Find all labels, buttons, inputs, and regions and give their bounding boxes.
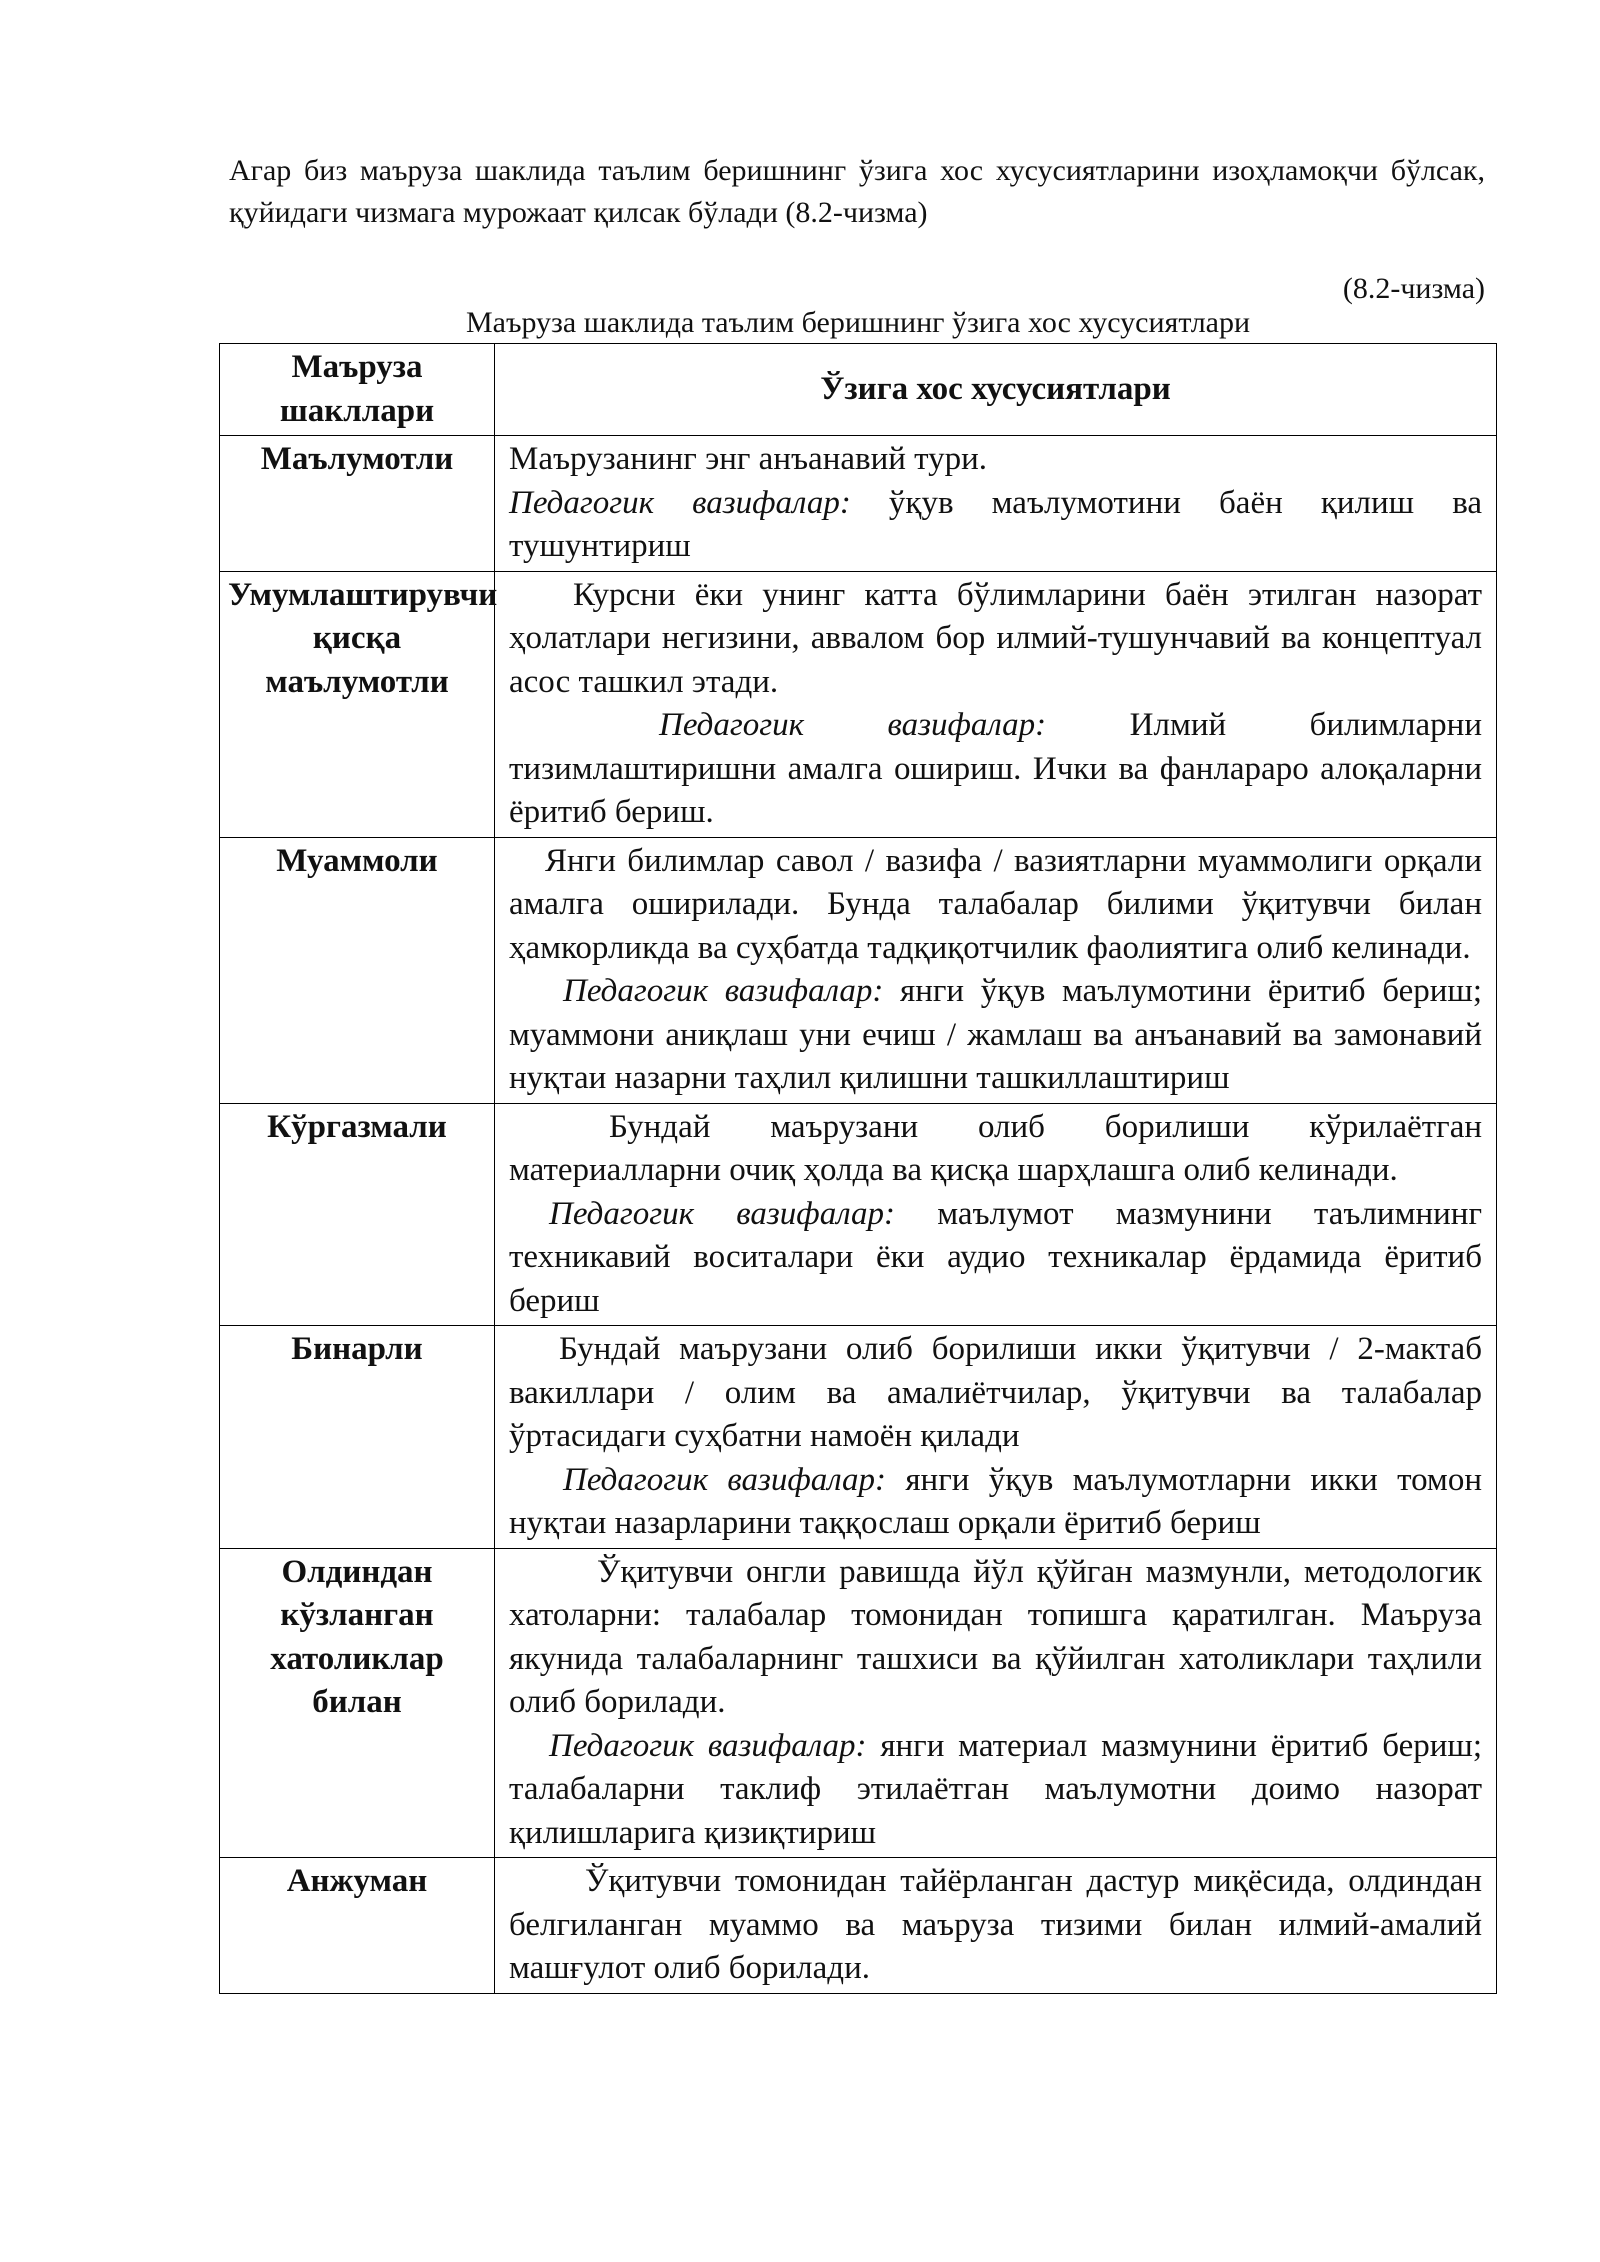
row-form-name: Муаммоли xyxy=(220,837,495,1103)
header-lecture-forms: Маъруза шакллари xyxy=(220,344,495,436)
table-caption: Маъруза шаклида таълим беришнинг ўзига хос хусусиятлари xyxy=(465,306,1251,339)
table-row xyxy=(220,571,1497,837)
row-pedagogical xyxy=(509,1725,1482,1856)
row-description xyxy=(495,837,1497,1103)
row-pedagogical xyxy=(509,1459,1482,1546)
row-description xyxy=(495,1548,1497,1858)
row-text: Бундай маърузани олиб борилиши кўрилаётган материалларни очиқ ҳолда ва қисқа шарҳлашга олиб келинади. xyxy=(509,1108,1482,1188)
header-features: Ўзига хос хусусиятлари xyxy=(495,344,1497,436)
pedagogical-text: янги ўқув маълумотини ёритиб бериш; муаммони аниқлаш уни ечиш / жамлаш ва анъанавий ва замонавий нуқтаи назарни таҳлил қилишни ташкиллаштириш xyxy=(509,973,1482,1096)
row-form-name: Бинарли xyxy=(220,1326,495,1549)
table-row xyxy=(220,1326,1497,1549)
row-text: Маърузанинг энг анъанавий тури. xyxy=(509,441,988,477)
pedagogical-label: Педагогик вазифалар: xyxy=(549,1727,867,1764)
row-description xyxy=(495,1103,1497,1326)
pedagogical-text: Илмий билимларни тизимлаштиришни амалга ошириш. Ички ва фанлараро алоқаларни ёритиб бериш. xyxy=(509,707,1482,830)
row-text: Ўқитувчи онгли равишда йўл қўйган мазмунли, методологик хатоларни: талабалар томонидан топишга қаратилган. Маъруза якунида талабаларнинг ташхиси ва қўйилган хатоликлари таҳлили олиб борилади. xyxy=(509,1553,1482,1720)
row-pedagogical xyxy=(509,970,1482,1101)
pedagogical-label: Педагогик вазифалар: xyxy=(549,1195,895,1232)
row-text: Бундай маърузани олиб борилиши икки ўқитувчи / 2-мактаб вакиллари / олим ва амалиётчилар, ўқитувчи ва талабалар ўртасидаги суҳбатни намоён қилади xyxy=(509,1331,1482,1454)
row-text: Курсни ёки унинг катта бўлимларини баён этилган назорат ҳолатлари негизини, аввалом бор илмий-тушунчавий ва концептуал асос ташкил этади. xyxy=(509,576,1482,700)
row-text: Ўқитувчи томонидан тайёрланган дастур миқёсида, олдиндан белгиланган муаммо ва маъруза тизими билан илмий-амалий машғулот олиб борилади. xyxy=(509,1863,1482,1986)
table-header-row xyxy=(220,344,1497,436)
table-row xyxy=(220,1103,1497,1326)
pedagogical-label: Педагогик вазифалар: xyxy=(509,484,851,521)
row-pedagogical xyxy=(509,1193,1482,1324)
row-pedagogical xyxy=(509,704,1482,835)
pedagogical-label: Педагогик вазифалар: xyxy=(563,973,884,1009)
row-form-name: Кўргазмали xyxy=(220,1103,495,1326)
table-row xyxy=(220,1858,1497,1994)
row-description xyxy=(495,436,1497,572)
pedagogical-text: янги материал мазмунини ёритиб бериш; талабаларни таклиф этилаётган маълумотни доимо назорат қилишларига қизиқтириш xyxy=(509,1727,1482,1851)
intro-paragraph: Агар биз маъруза шаклида таълим беришнинг ўзига хос хусусиятларини изоҳламоқчи бўлсак, қуйидаги чизмага мурожаат қилсак бўлади (8.2-чизма) xyxy=(229,154,1485,229)
pedagogical-label: Педагогик вазифалар: xyxy=(659,707,1047,743)
row-form-name: Анжуман xyxy=(220,1858,495,1994)
figure-reference: (8.2-чизма) xyxy=(1342,272,1485,305)
pedagogical-label: Педагогик вазифалар: xyxy=(563,1461,887,1498)
row-description xyxy=(495,571,1497,837)
table-row xyxy=(220,1548,1497,1858)
row-description xyxy=(495,1326,1497,1549)
pedagogical-text: маълумот мазмунини таълимнинг техникавий воситалари ёки аудио техникалар ёрдамида ёритиб бериш xyxy=(509,1195,1482,1319)
row-form-name: Олдиндан кўзланган хатоликлар билан xyxy=(220,1548,495,1858)
row-description xyxy=(495,1858,1497,1994)
row-pedagogical xyxy=(509,482,1482,569)
lecture-forms-table xyxy=(219,343,1497,1994)
row-form-name: Маълумотли xyxy=(220,436,495,572)
table-row xyxy=(220,436,1497,572)
pedagogical-text: ўқув маълумотини баён қилиш ва тушунтириш xyxy=(509,484,1482,564)
row-form-name: Умумлаштирувчи қисқа маълумотли xyxy=(220,571,495,837)
table-row xyxy=(220,837,1497,1103)
row-text: Янги билимлар савол / вазифа / вазиятларни муаммолиги орқали амалга оширилади. Бунда талабалар билими ўқитувчи билан ҳамкорликда ва суҳбатда тадқиқотчилик фаолиятига олиб келинади. xyxy=(509,842,1482,966)
pedagogical-text: янги ўқув маълумотларни икки томон нуқтаи назарларини таққослаш орқали ёритиб бериш xyxy=(509,1461,1482,1541)
